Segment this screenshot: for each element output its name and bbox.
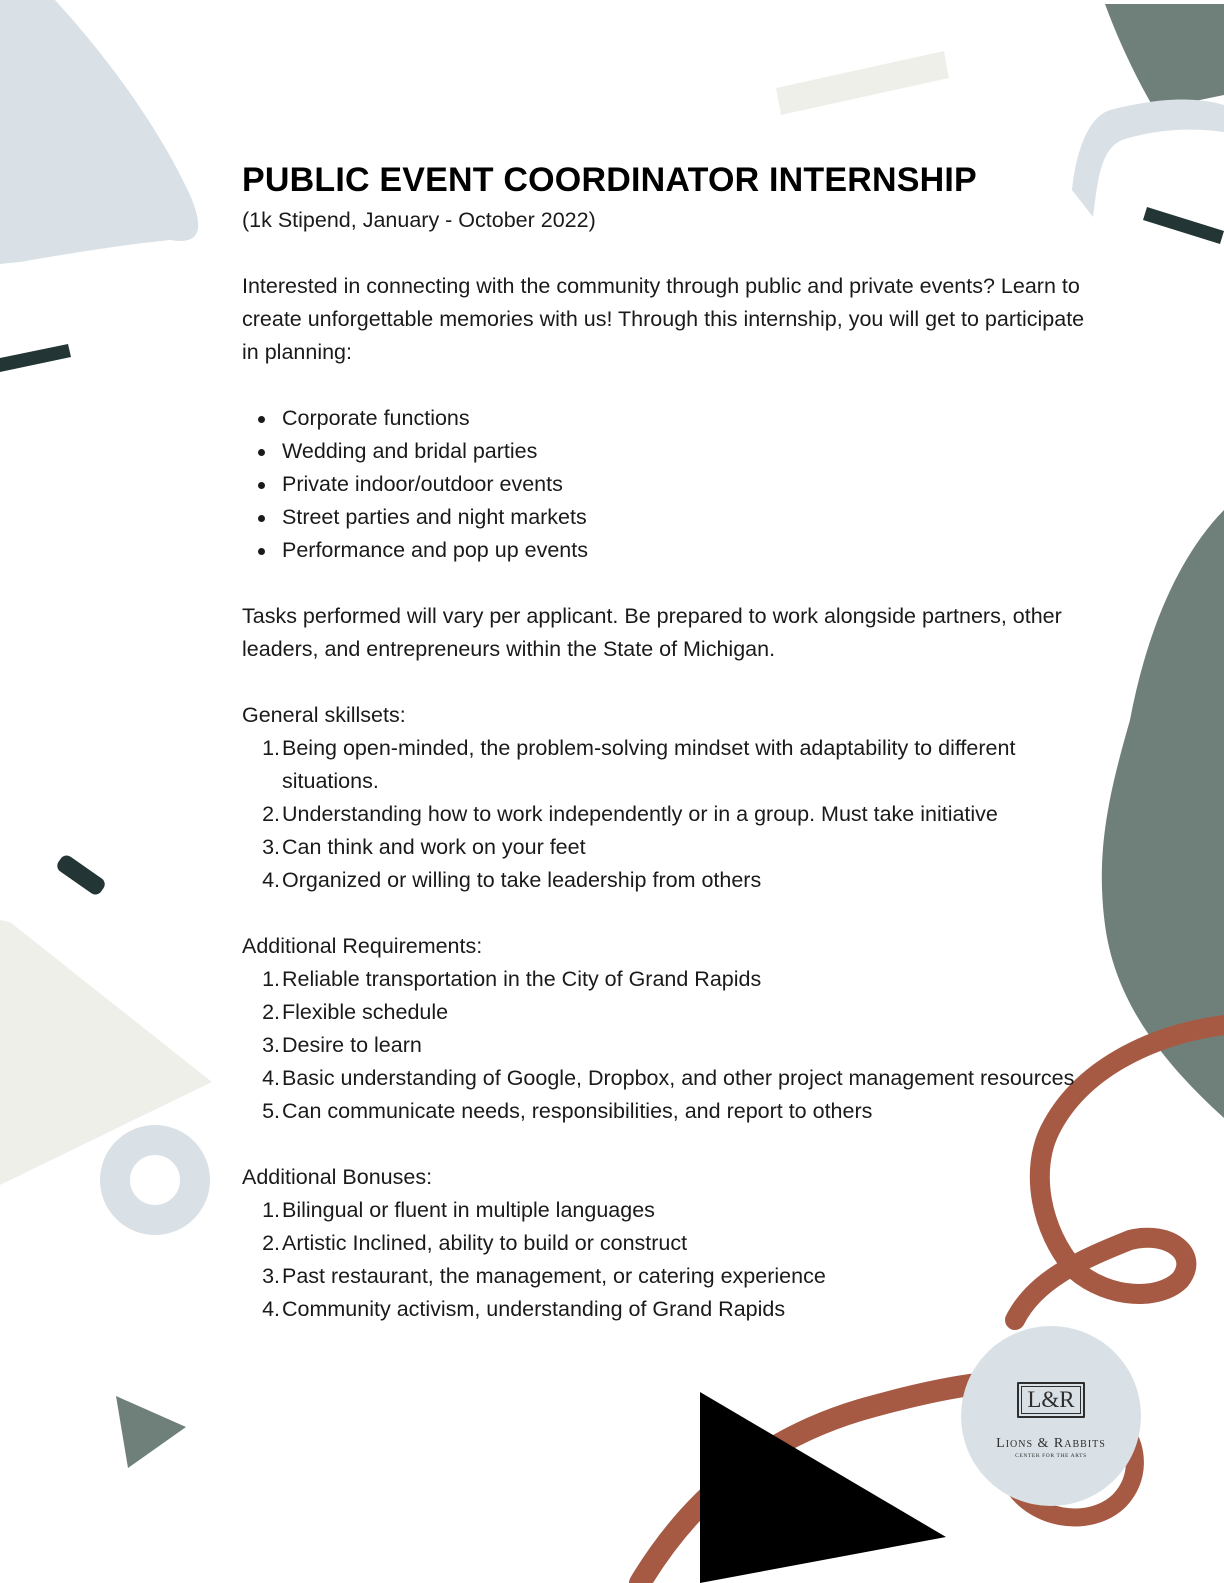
logo-name: Lions & Rabbits xyxy=(996,1435,1106,1451)
intro-paragraph: Interested in connecting with the community through public and private events? Learn to create unforgettable memories with us! Through this internship, you will get to participate in planning: xyxy=(242,274,1085,364)
list-item xyxy=(242,1095,1092,1128)
list-number: 4. xyxy=(262,868,280,892)
sage-blob-top-right xyxy=(1105,4,1224,110)
list-item-text: Community activism, understanding of Grand Rapids xyxy=(282,1297,786,1321)
list-item xyxy=(242,831,1092,864)
list-item: Performance and pop up events xyxy=(242,534,1092,567)
document-content xyxy=(242,158,1092,1326)
list-number: 1. xyxy=(262,967,280,991)
list-item xyxy=(242,798,1092,831)
list-item-text: Organized or willing to take leadership from others xyxy=(282,868,762,892)
list-item: Private indoor/outdoor events xyxy=(242,468,1092,501)
list-item: Corporate functions xyxy=(242,402,1092,435)
list-number: 3. xyxy=(262,1033,280,1057)
logo-tagline: CENTER FOR THE ARTS xyxy=(1015,1452,1087,1459)
list-item xyxy=(242,1227,1092,1260)
requirements-heading: Additional Requirements: xyxy=(242,934,483,958)
list-item-text: Can communicate needs, responsibilities, and report to others xyxy=(282,1099,873,1123)
list-number: 1. xyxy=(262,736,280,760)
list-item-text: Bilingual or fluent in multiple languages xyxy=(282,1198,655,1222)
list-item: Street parties and night markets xyxy=(242,501,1092,534)
list-item xyxy=(242,1194,1092,1227)
list-number: 3. xyxy=(262,835,280,859)
logo-mark: L&R xyxy=(1017,1382,1085,1418)
list-item xyxy=(242,864,1092,897)
list-item xyxy=(242,1260,1092,1293)
skills-list xyxy=(242,732,1092,897)
dark-bar-left xyxy=(0,344,71,372)
page-title: PUBLIC EVENT COORDINATOR INTERNSHIP xyxy=(242,161,977,199)
dark-bar-left-small xyxy=(55,853,108,898)
list-number: 3. xyxy=(262,1264,280,1288)
list-item-text: Can think and work on your feet xyxy=(282,835,586,859)
skills-heading: General skillsets: xyxy=(242,703,406,727)
cream-bar-top xyxy=(776,51,949,115)
list-item: Wedding and bridal parties xyxy=(242,435,1092,468)
list-item-text: Understanding how to work independently or in a group. Must take initiative xyxy=(282,802,998,826)
bonuses-heading: Additional Bonuses: xyxy=(242,1165,433,1189)
list-item xyxy=(242,1029,1092,1062)
list-item-text: Artistic Inclined, ability to build or construct xyxy=(282,1231,688,1255)
list-number: 1. xyxy=(262,1198,280,1222)
list-item-text: Being open-minded, the problem-solving mindset with adaptability to different situations. xyxy=(282,736,1016,793)
list-item-text: Basic understanding of Google, Dropbox, and other project management resources xyxy=(282,1066,1075,1090)
requirements-list xyxy=(242,963,1092,1128)
list-number: 4. xyxy=(262,1297,280,1321)
list-number: 4. xyxy=(262,1066,280,1090)
lions-rabbits-logo xyxy=(961,1326,1141,1506)
list-number: 2. xyxy=(262,802,280,826)
list-number: 2. xyxy=(262,1231,280,1255)
list-item xyxy=(242,1293,1092,1326)
sage-triangle-small xyxy=(116,1396,186,1468)
light-blue-ring xyxy=(115,1140,195,1220)
dark-bar-top-right xyxy=(1143,207,1224,244)
list-item-text: Reliable transportation in the City of Grand Rapids xyxy=(282,967,762,991)
light-blue-blob-top-left xyxy=(0,0,198,264)
list-item xyxy=(242,732,1092,798)
list-item xyxy=(242,996,1092,1029)
list-item-text: Past restaurant, the management, or catering experience xyxy=(282,1264,826,1288)
list-number: 5. xyxy=(262,1099,280,1123)
event-types-list xyxy=(242,402,1092,567)
tasks-paragraph: Tasks performed will vary per applicant. Be prepared to work alongside partners, other leaders, and entrepreneurs within the State of Michigan. xyxy=(242,604,1062,661)
list-number: 2. xyxy=(262,1000,280,1024)
light-blue-curl-top-right xyxy=(1072,100,1224,217)
page-subtitle: (1k Stipend, January - October 2022) xyxy=(242,208,596,232)
bonuses-list xyxy=(242,1194,1092,1326)
list-item-text: Desire to learn xyxy=(282,1033,422,1057)
list-item-text: Flexible schedule xyxy=(282,1000,449,1024)
list-item xyxy=(242,963,1092,996)
list-item xyxy=(242,1062,1092,1095)
